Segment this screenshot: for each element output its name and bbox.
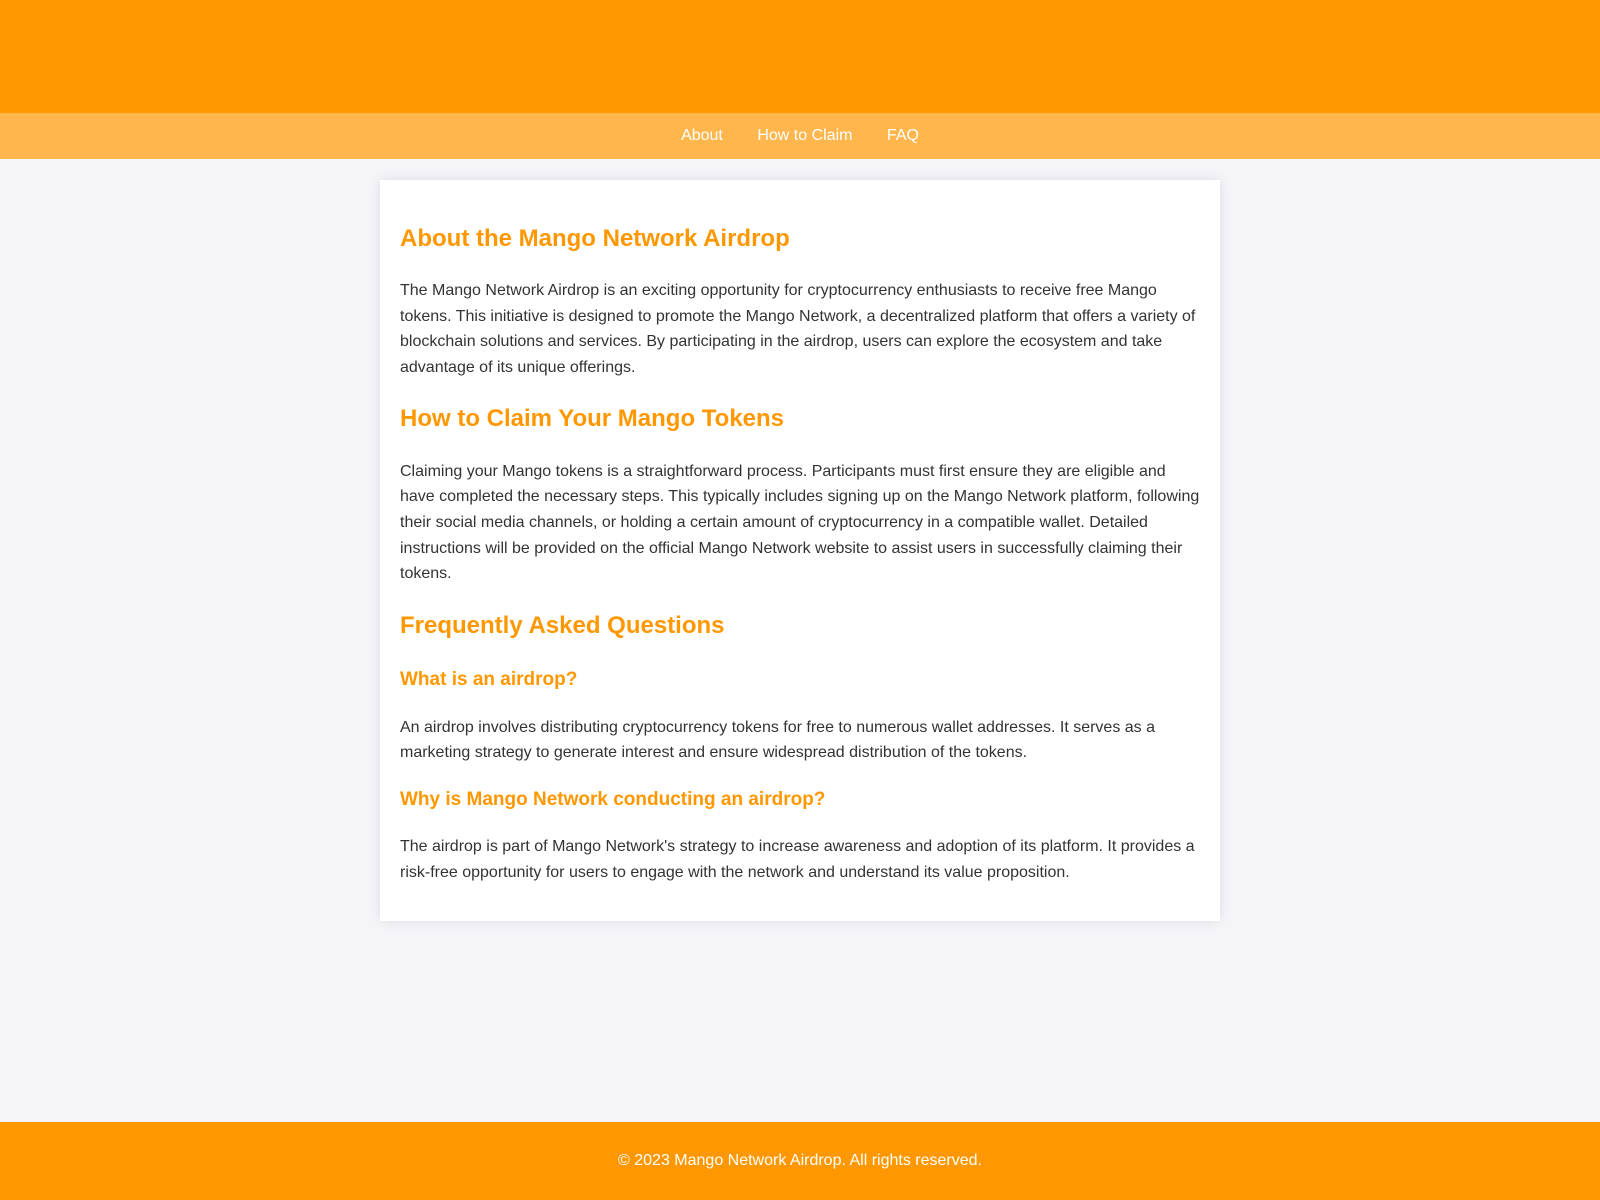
faq-answer: An airdrop involves distributing cryptocurrency tokens for free to numerous wallet addresses. It serves as a marketing strategy to generate interest and ensure widespread distribution of the tokens. xyxy=(400,718,1156,762)
faq-answer: The airdrop is part of Mango Network's strategy to increase awareness and adoption of its platform. It provides a risk-free opportunity for users to engage with the network and understand its value proposition. xyxy=(400,838,1195,881)
main-nav xyxy=(0,113,1600,159)
faq-question: What is an airdrop? xyxy=(400,669,578,691)
content-card xyxy=(380,180,1220,922)
page-footer xyxy=(0,1122,1600,1200)
section-how-to-claim-title: How to Claim Your Mango Tokens xyxy=(400,405,785,433)
faq-item xyxy=(400,785,1200,886)
nav-link-faq[interactable]: FAQ xyxy=(886,127,919,144)
header-banner xyxy=(0,0,1600,113)
copyright-text: © 2023 Mango Network Airdrop. All rights reserved. xyxy=(618,1152,982,1170)
section-about-title: About the Mango Network Airdrop xyxy=(400,224,790,252)
section-faq-title: Frequently Asked Questions xyxy=(400,611,725,639)
faq-item xyxy=(400,665,1200,766)
main-area xyxy=(0,159,1600,1123)
section-how-to-claim xyxy=(400,400,1200,586)
section-faq xyxy=(400,607,1200,886)
nav-link-how-to-claim[interactable]: How to Claim xyxy=(757,127,853,144)
nav-link-about[interactable]: About xyxy=(681,127,723,144)
section-about xyxy=(400,220,1200,381)
section-about-body: The Mango Network Airdrop is an exciting opportunity for cryptocurrency enthusiasts to receive free Mango tokens. This initiative is designed to promote the Mango Network, a decentralized platform that offers a variety of blockchain solutions and services. By participating in the airdrop, users can explore the ecosystem and take advantage of its unique offerings. xyxy=(400,281,1196,376)
section-how-to-claim-body: Claiming your Mango tokens is a straightforward process. Participants must first ensure they are eligible and have completed the necessary steps. This typically includes signing up on the Mango Network platform, following their social media channels, or holding a certain amount of cryptocurrency in a compatible wallet. Detailed instructions will be provided on the official Mango Network website to assist users in successfully claiming their tokens. xyxy=(400,462,1200,583)
faq-question: Why is Mango Network conducting an airdrop? xyxy=(400,788,826,810)
